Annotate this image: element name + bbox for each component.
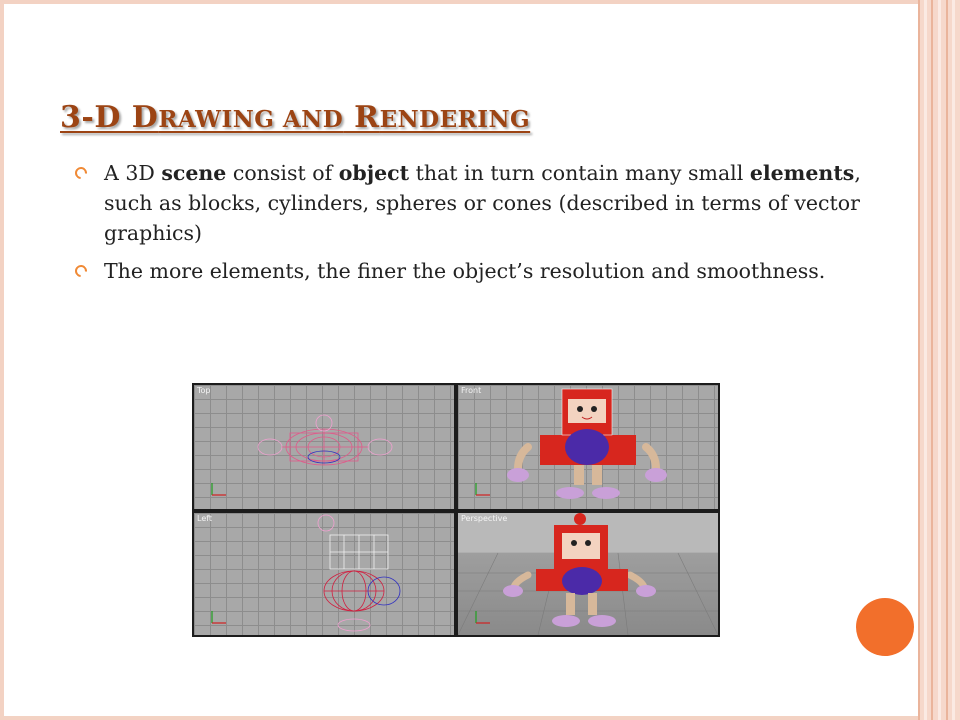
slide-title <box>60 100 530 135</box>
viewport-top <box>194 385 454 509</box>
accent-circle <box>856 598 914 656</box>
bullet-icon <box>73 165 90 182</box>
text-segment: , such as blocks, cylinders, spheres or cones (described in terms of vector graphics) <box>104 161 861 245</box>
frame-stripe <box>938 0 941 720</box>
slide-frame-top <box>0 0 920 4</box>
bullet-text: The more elements, the finer the object’s resolution and smoothness. <box>104 259 826 283</box>
title-part: R <box>343 100 380 135</box>
bullet-item <box>75 256 865 286</box>
title-part: ENDERING <box>379 106 531 133</box>
viewport-label: Top <box>197 386 211 395</box>
text-segment: A 3D <box>104 161 162 185</box>
frame-stripe <box>931 0 933 720</box>
3d-viewports-image <box>192 383 720 637</box>
frame-stripe <box>952 0 955 720</box>
title-part: 3-D D <box>60 100 159 135</box>
bullet-icon <box>73 263 90 280</box>
viewport-perspective <box>458 513 718 635</box>
slide-frame-bottom <box>0 716 920 720</box>
bullet-text <box>104 161 861 245</box>
title-part: RAWING AND <box>158 106 344 133</box>
viewport-label: Left <box>197 514 213 523</box>
perspective-view-robot <box>458 513 718 635</box>
frame-stripe <box>918 0 920 720</box>
text-segment-bold: object <box>338 161 410 185</box>
frame-stripe <box>924 0 927 720</box>
text-segment-bold: elements <box>749 161 855 185</box>
frame-stripe <box>946 0 948 720</box>
bullet-item <box>75 158 865 248</box>
text-segment: that in turn contain many small <box>409 161 750 185</box>
viewport-label: Perspective <box>461 514 508 523</box>
top-view-wireframe <box>194 385 454 509</box>
viewport-front <box>458 385 718 509</box>
text-segment: consist of <box>226 161 339 185</box>
viewport-label: Front <box>461 386 482 395</box>
bullet-list <box>75 158 865 294</box>
front-view-robot <box>458 385 718 509</box>
viewport-left <box>194 513 454 635</box>
slide-frame-left <box>0 0 4 720</box>
left-view-wireframe <box>194 513 454 635</box>
text-segment-bold: scene <box>161 161 227 185</box>
